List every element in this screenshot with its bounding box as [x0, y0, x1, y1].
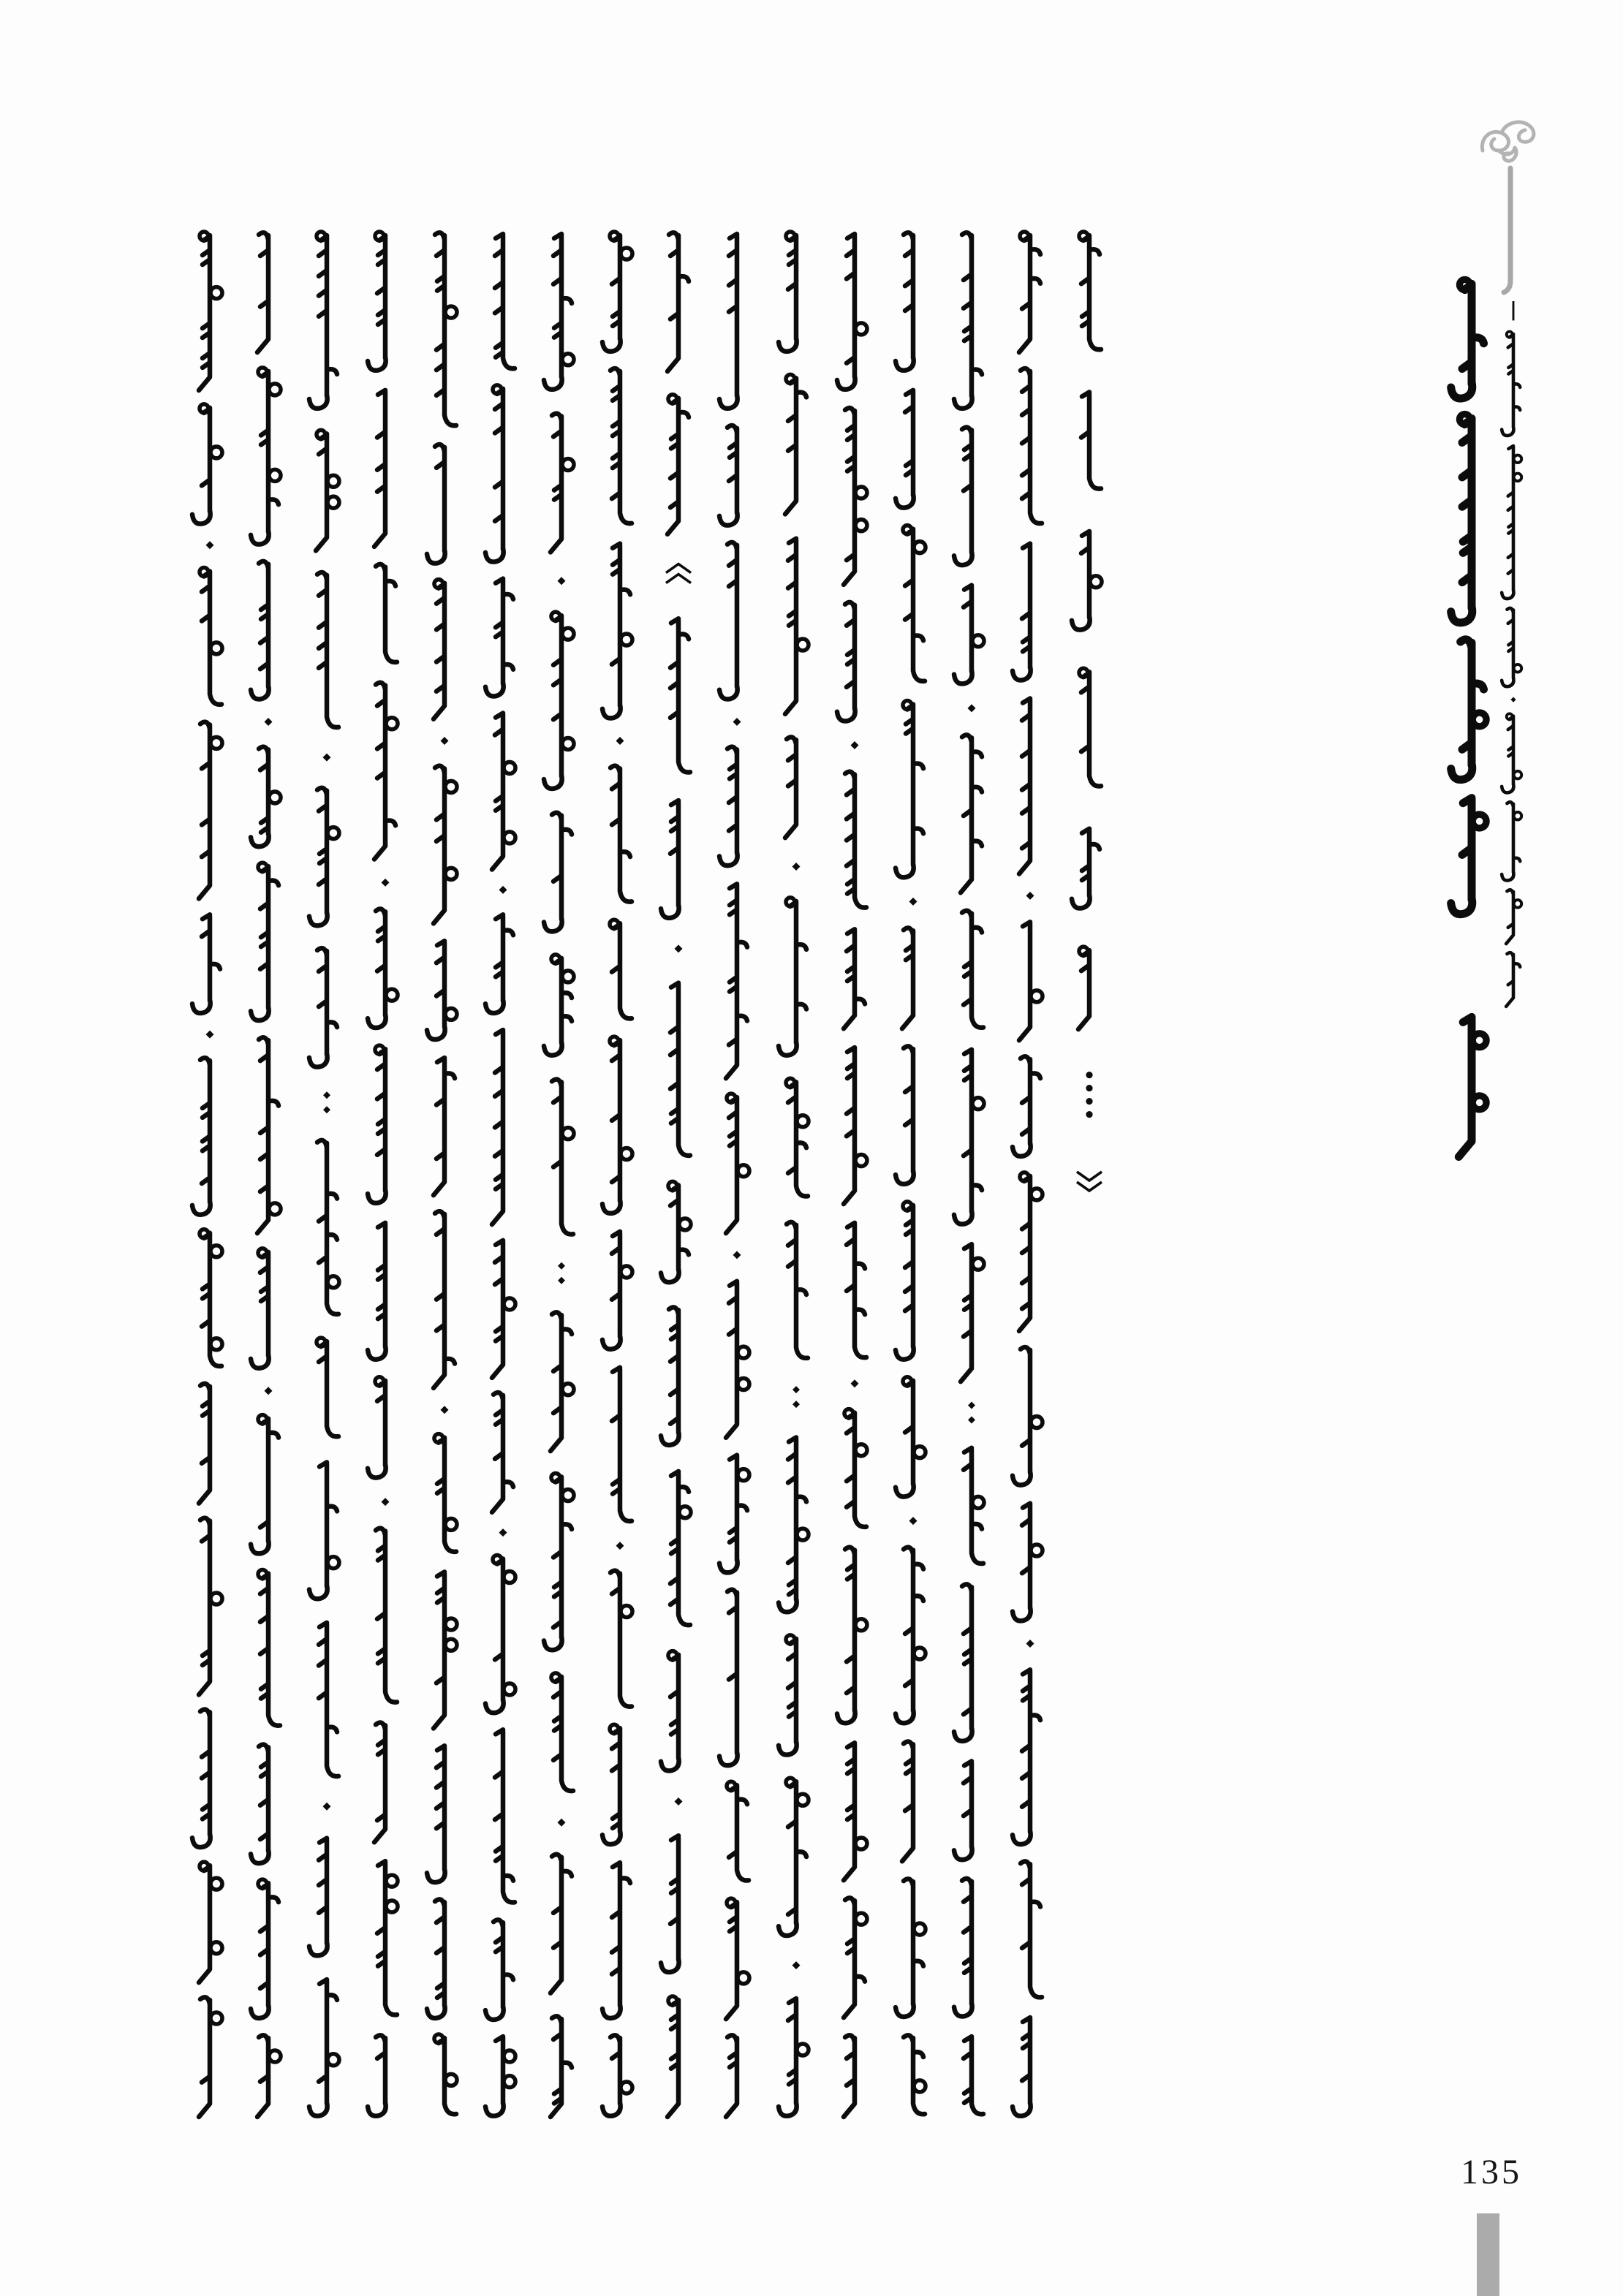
- body-column-11: [779, 232, 809, 2116]
- body-text-block: [192, 232, 1102, 2117]
- page-number: 135: [1461, 2153, 1522, 2191]
- body-column-9: [661, 232, 691, 2117]
- body-column-10: [719, 234, 749, 2117]
- body-column-5: [427, 232, 457, 2114]
- body-column-6: [485, 234, 515, 2116]
- body-column-7: [544, 234, 574, 2117]
- body-column-1: [192, 232, 222, 2117]
- edge-bar: [1477, 2213, 1499, 2296]
- body-column-14: [954, 232, 984, 2114]
- body-column-12: [837, 234, 867, 2117]
- header-ornament: [1482, 122, 1534, 292]
- body-column-13: [896, 232, 926, 2114]
- body-column-8: [602, 232, 632, 2116]
- body-column-3: [309, 232, 339, 2116]
- section-title-column: [1451, 279, 1486, 1156]
- body-column-2: [251, 232, 281, 2117]
- body-column-16: [1072, 232, 1102, 1191]
- body-column-4: [368, 232, 398, 2116]
- body-column-15: [1013, 232, 1043, 2116]
- running-title-column: [1502, 301, 1521, 1007]
